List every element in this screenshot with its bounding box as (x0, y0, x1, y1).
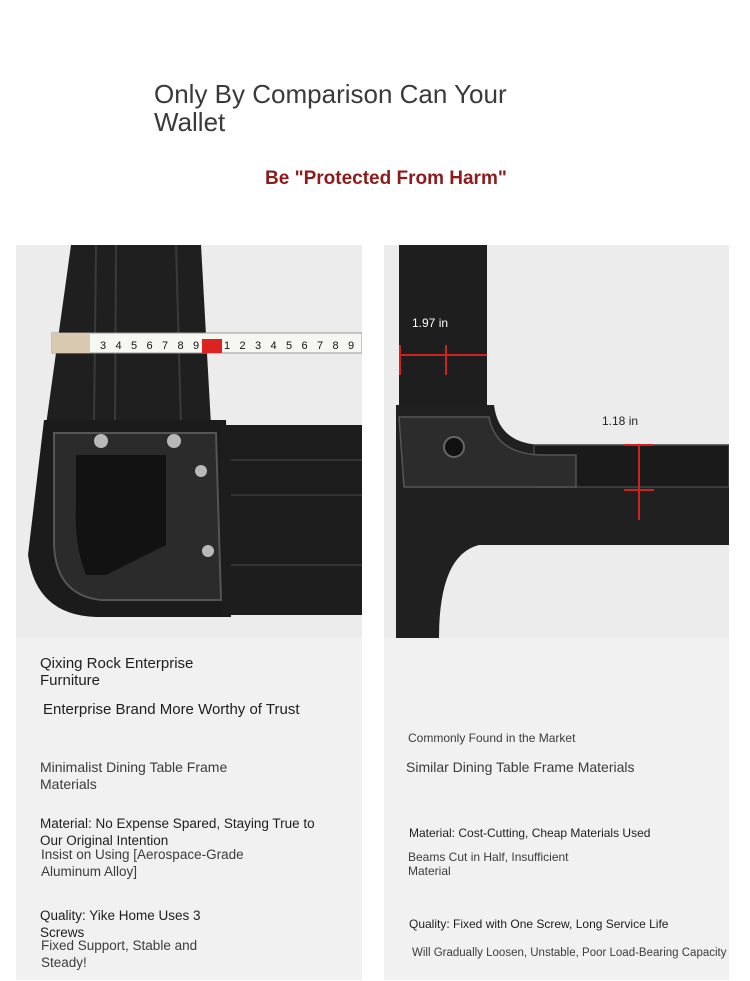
brand-name: Qixing Rock Enterprise Furniture (40, 655, 194, 689)
product-photo-ours (16, 245, 362, 638)
tape-number: 4 (270, 340, 277, 352)
comparison-panel-ours (16, 245, 362, 980)
tape-number: 9 (193, 340, 200, 352)
page-subtitle: Be "Protected From Harm" (265, 168, 507, 189)
tape-number: 7 (317, 340, 324, 352)
frame-illustration-market (384, 245, 729, 638)
quality-desc-ours: Fixed Support, Stable and Steady! (41, 938, 198, 970)
tape-number: 3 (100, 340, 107, 352)
measure-label-height: 1.18 in (602, 414, 639, 428)
frame-illustration-ours (16, 245, 362, 638)
tape-number: 3 (255, 340, 262, 352)
tape-number: 7 (162, 340, 169, 352)
tape-number: 1 (224, 340, 231, 352)
tape-number: 6 (146, 340, 153, 352)
product-name-ours: Minimalist Dining Table Frame Materials (40, 759, 228, 792)
tape-number: 4 (115, 340, 122, 352)
tape-number: 2 (239, 340, 246, 352)
material-title-market: Material: Cost-Cutting, Cheap Materials Used (409, 826, 651, 840)
market-label: Commonly Found in the Market (408, 731, 576, 745)
quality-title-market: Quality: Fixed with One Screw, Long Service Life (409, 917, 669, 931)
tape-number: 5 (131, 340, 138, 352)
product-photo-market (384, 245, 729, 638)
quality-desc-market: Will Gradually Loosen, Unstable, Poor Load-Bearing Capacity (412, 947, 727, 959)
product-name-market: Similar Dining Table Frame Materials (406, 759, 635, 775)
page-title: Only By Comparison Can Your Wallet (154, 79, 507, 137)
material-desc-ours: Insist on Using [Aerospace-Grade Aluminum Alloy] (41, 847, 244, 879)
comparison-panel-market (384, 245, 729, 980)
material-title-ours: Material: No Expense Spared, Staying True to Our Original Intention (40, 816, 315, 848)
quality-title-ours: Quality: Yike Home Uses 3 Screws (40, 908, 201, 940)
tape-number: 5 (286, 340, 293, 352)
measure-label-width: 1.97 in (412, 316, 449, 330)
tape-number: 6 (301, 340, 308, 352)
tape-number: 9 (348, 340, 355, 352)
tape-number: 8 (332, 340, 339, 352)
brand-tagline: Enterprise Brand More Worthy of Trust (43, 701, 300, 718)
material-desc-market: Beams Cut in Half, Insufficient Material (408, 850, 569, 878)
tape-number: 8 (177, 340, 184, 352)
